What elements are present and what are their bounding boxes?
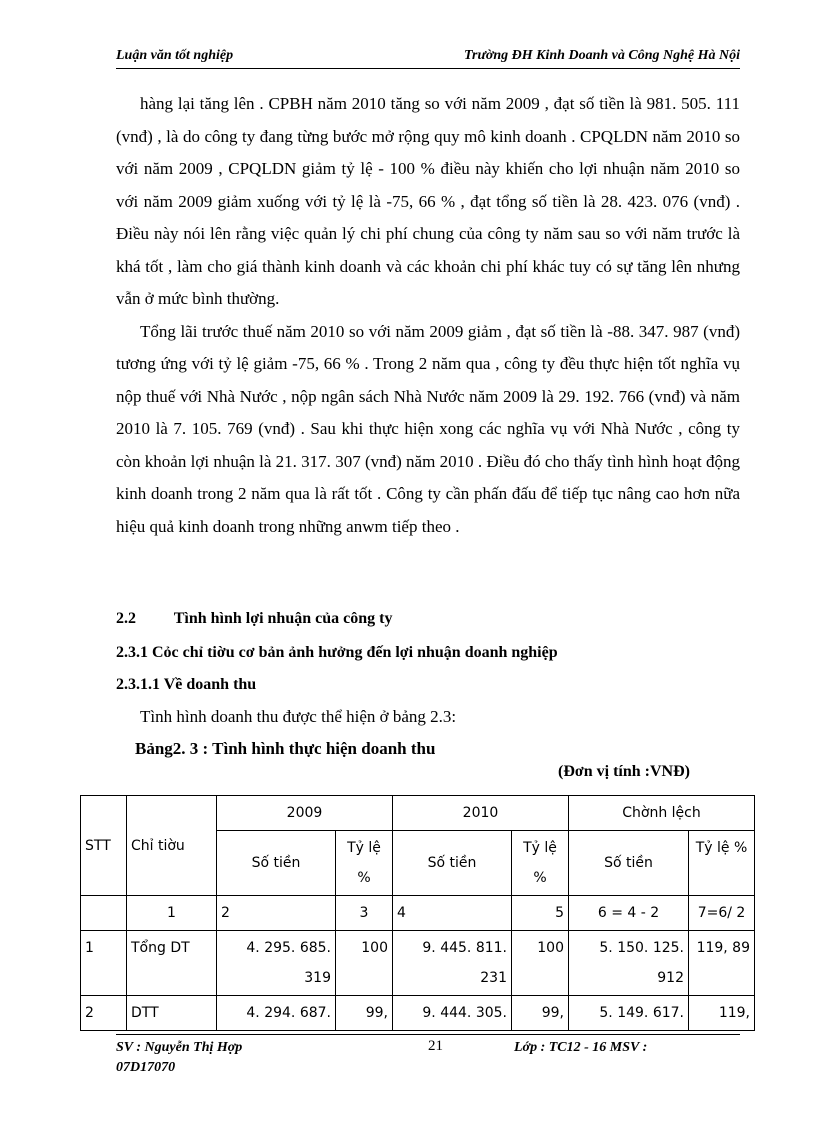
index-cell: 6 = 4 - 2 [569, 896, 689, 931]
table-caption: Bảng2. 3 : Tình hình thực hiện doanh thu [135, 739, 436, 758]
header-so-tien: Số tiền [217, 831, 336, 896]
cell-name: Tổng DT [127, 931, 217, 996]
body-text [116, 88, 740, 543]
footer-rule [116, 1034, 740, 1035]
header-ty-le: Tỷ lệ % [512, 831, 569, 896]
section-heading-2-3-1-1: 2.3.1.1 Về doanh thu [116, 676, 257, 693]
header-stt: STT [81, 796, 127, 896]
revenue-table [80, 795, 755, 1031]
paragraph-1: hàng lại tăng lên . CPBH năm 2010 tăng so với năm 2009 , đạt số tiền là 981. 505. 111 (vnđ) , là do công ty đang từng bước mở rộng quy mô kinh doanh . CPQLDN năm 2010 so với năm 2009 , CPQLDN giảm tỷ lệ - 100 % điều này khiến cho lợi nhuận năm 2010 so với năm 2009 giảm xuống với tỷ lệ là -75, 66 % , đạt tổng số tiền là 28. 423. 076 (vnđ) . Điều này nói lên rằng việc quản lý chi phí chung của công ty năm sau so với năm trước là khá tốt , làm cho giá thành kinh doanh và các khoản chi phí khác tuy có sự tăng lên nhưng vẫn ở mức bình thường. [116, 94, 740, 308]
header-chi-tieu: Chỉ tiờu [127, 796, 217, 896]
section-heading-2-2 [116, 610, 392, 628]
index-cell [81, 896, 127, 931]
cell-pct-2009: 99, [336, 996, 393, 1031]
table-row [81, 931, 755, 996]
cell-stt: 2 [81, 996, 127, 1031]
footer-student: SV : Nguyễn Thị Hợp [116, 1040, 243, 1055]
cell-value-2009: 4. 294. 687. [217, 996, 336, 1031]
cell-pct-2010: 99, [512, 996, 569, 1031]
header-2010: 2010 [393, 796, 569, 831]
section-number: 2.2 [116, 610, 136, 627]
header-left: Luận văn tốt nghiệp [116, 48, 234, 63]
page-header [116, 48, 740, 68]
cell-pct-diff: 119, [689, 996, 755, 1031]
cell-value-2010: 9. 444. 305. [393, 996, 512, 1031]
footer-student-id: 07D17070 [116, 1060, 176, 1075]
header-2009: 2009 [217, 796, 393, 831]
header-right: Trường ĐH Kinh Doanh và Công Nghệ Hà Nội [464, 48, 740, 63]
index-cell: 3 [336, 896, 393, 931]
header-ty-le: Tỷ lệ % [689, 831, 755, 896]
header-chenh-lech: Chờnh lệch [569, 796, 755, 831]
table-intro: Tình hình doanh thu được thể hiện ở bảng 2.3: [140, 707, 457, 726]
cell-name: DTT [127, 996, 217, 1031]
cell-pct-diff: 119, 89 [689, 931, 755, 996]
unit-label: (Đơn vị tính :VNĐ) [558, 763, 690, 780]
cell-value-2009: 4. 295. 685. 319 [217, 931, 336, 996]
footer-class: Lớp : TC12 - 16 MSV : [514, 1040, 648, 1055]
header-so-tien: Số tiền [393, 831, 512, 896]
page-number: 21 [428, 1038, 443, 1054]
index-cell: 5 [512, 896, 569, 931]
section-title: Tình hình lợi nhuận của công ty [173, 610, 393, 627]
table-row [81, 996, 755, 1031]
section-heading-2-3-1: 2.3.1 Cỏc chỉ tiờu cơ bản ảnh hưởng đến lợi nhuận doanh nghiệp [116, 644, 558, 661]
cell-pct-2010: 100 [512, 931, 569, 996]
header-rule [116, 68, 740, 69]
cell-pct-2009: 100 [336, 931, 393, 996]
cell-diff: 5. 149. 617. [569, 996, 689, 1031]
paragraph-2: Tổng lãi trước thuế năm 2010 so với năm 2009 giảm , đạt số tiền là -88. 347. 987 (vnđ) tương ứng với tỷ lệ giảm -75, 66 % . Trong 2 năm qua , công ty đều thực hiện tốt nghĩa vụ nộp thuế với Nhà Nước , nộp ngân sách Nhà Nước năm 2009 là 29. 192. 766 (vnđ) và năm 2010 là 7. 105. 769 (vnđ) . Sau khi thực hiện xong các nghĩa vụ với Nhà Nước , công ty còn khoản lợi nhuận là 21. 317. 307 (vnđ) năm 2010 . Điều đó cho thấy tình hình hoạt động kinh doanh trong 2 năm qua là rất tốt . Công ty cần phấn đấu để tiếp tục nâng cao hơn nữa hiệu quả kinh doanh trong những anwm tiếp theo . [116, 321, 740, 536]
index-cell: 1 [127, 896, 217, 931]
header-ty-le: Tỷ lệ % [336, 831, 393, 896]
cell-stt: 1 [81, 931, 127, 996]
index-cell: 2 [217, 896, 336, 931]
cell-diff: 5. 150. 125. 912 [569, 931, 689, 996]
index-cell: 4 [393, 896, 512, 931]
index-cell: 7=6/ 2 [689, 896, 755, 931]
header-so-tien: Số tiền [569, 831, 689, 896]
index-row [81, 896, 755, 931]
cell-value-2010: 9. 445. 811. 231 [393, 931, 512, 996]
